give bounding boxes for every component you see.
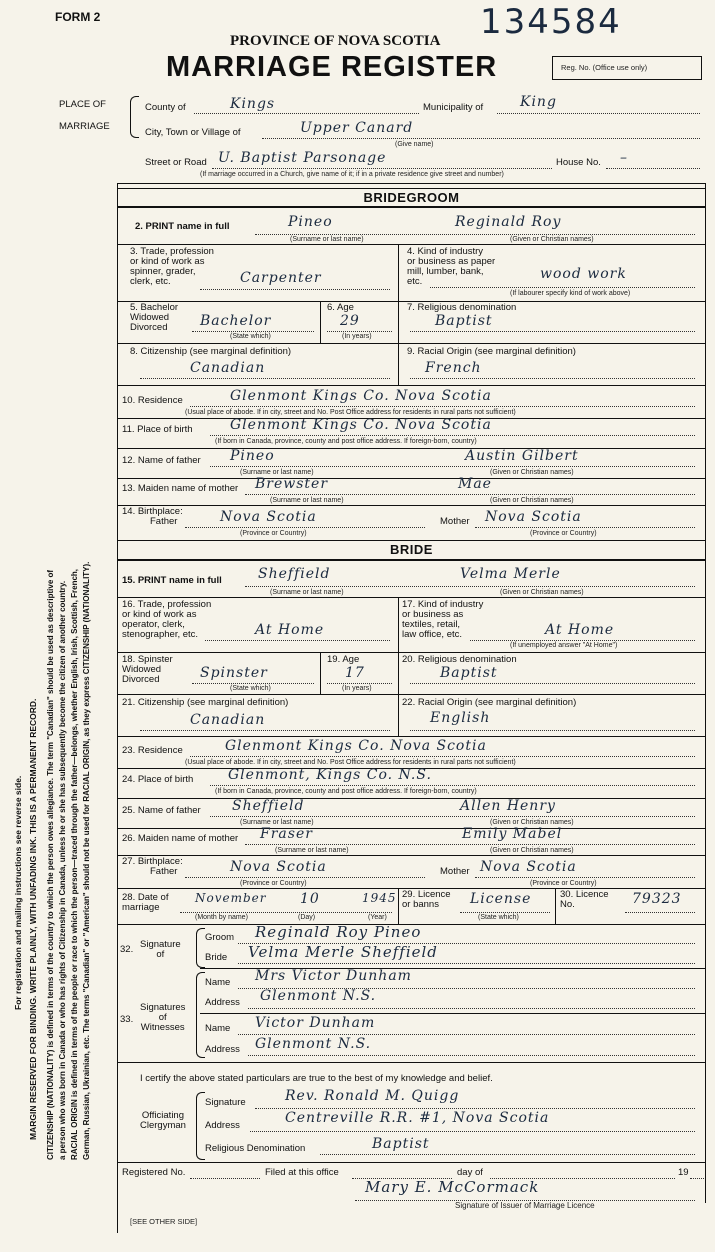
- f16-label: 16. Trade, profession or kind of work as operator, clerk, stenographer, etc.: [122, 599, 212, 640]
- f18-label: 18. Spinster Widowed Divorced: [122, 654, 173, 685]
- w2-address-label: Address: [205, 1044, 240, 1055]
- f6-label: 6. Age: [327, 302, 354, 313]
- bride-father-given: Allen Henry: [460, 798, 556, 814]
- reg-no-box: Reg. No. (Office use only): [552, 56, 702, 80]
- licence-number: 79323: [632, 891, 682, 907]
- birthplace-caption: (If born in Canada, province, county and post office address. If foreign-born, country): [215, 438, 477, 445]
- f33-label: 33.: [120, 1014, 134, 1025]
- county-value: Kings: [230, 96, 276, 112]
- witness2-name: Victor Dunham: [255, 1015, 376, 1031]
- groom-signature: Reginald Roy Pineo: [255, 923, 422, 941]
- residence-caption: (Usual place of abode. If in city, street and No. Post Office address for residents in rural parts not sufficient): [185, 409, 516, 416]
- f25-label: 25. Name of father: [122, 805, 201, 816]
- f14-mother-label: Mother: [440, 516, 470, 527]
- side-citizenship-1: CITIZENSHIP (NATIONALITY) is defined in terms of the country to which the person owes allegiance. The term "Canadian" should be used as descriptive of: [46, 569, 55, 1160]
- bride-citizenship: Canadian: [190, 712, 266, 728]
- clergy-denomination: Baptist: [372, 1136, 430, 1152]
- certify-statement: I certify the above stated particulars are true to the best of my knowledge and belief.: [140, 1073, 493, 1084]
- f2-label: 2. PRINT name in full: [135, 221, 230, 232]
- f12-label: 12. Name of father: [122, 455, 201, 466]
- municipality-label: Municipality of: [423, 102, 484, 113]
- municipality-value: King: [520, 94, 557, 110]
- groom-mother-birthplace: Nova Scotia: [485, 509, 582, 525]
- register-number: 134584: [480, 2, 622, 42]
- bride-heading: BRIDE: [390, 542, 433, 557]
- province-caption: (Province or Country): [240, 530, 307, 537]
- groom-given-names: Reginald Roy: [455, 214, 562, 230]
- licence-or-banns: License: [470, 891, 532, 907]
- witness2-address: Glenmont N.S.: [255, 1036, 372, 1052]
- given-caption: (Given or Christian names): [500, 589, 584, 596]
- bride-racial-origin: English: [430, 710, 491, 726]
- f13-label: 13. Maiden name of mother: [122, 483, 239, 494]
- city-label: City, Town or Village of: [145, 127, 241, 138]
- surname-caption: (Surname or last name): [270, 589, 344, 596]
- clergy-address-label: Address: [205, 1120, 240, 1131]
- street-value: U. Baptist Parsonage: [218, 150, 387, 166]
- bride-industry: At Home: [545, 622, 615, 638]
- f8-label: 8. Citizenship (see marginal definition): [130, 346, 292, 357]
- province-caption: (Province or Country): [240, 880, 307, 887]
- year-prefix-label: 19: [678, 1167, 689, 1178]
- given-caption: (Given or Christian names): [490, 469, 574, 476]
- street-caption: (If marriage occurred in a Church, give name of it; if in a private residence give street and number): [200, 171, 504, 178]
- given-caption: (Given or Christian names): [490, 497, 574, 504]
- given-caption: (Given or Christian names): [490, 819, 574, 826]
- f27-mother-label: Mother: [440, 866, 470, 877]
- bride-religion: Baptist: [440, 665, 498, 681]
- bride-given-names: Velma Merle: [460, 566, 561, 582]
- bride-mother-surname: Fraser: [260, 826, 313, 842]
- place-bracket: [130, 96, 139, 138]
- given-caption: (Given or Christian names): [510, 236, 594, 243]
- clergy-signature: Rev. Ronald M. Quigg: [285, 1088, 460, 1104]
- province-caption: (Province or Country): [530, 530, 597, 537]
- filed-label: Filed at this office: [265, 1167, 339, 1178]
- groom-father-surname: Pineo: [230, 448, 275, 464]
- given-caption: (Given or Christian names): [490, 847, 574, 854]
- clergy-bracket: [196, 1092, 205, 1160]
- f24-label: 24. Place of birth: [122, 774, 194, 785]
- province-heading: PROVINCE OF NOVA SCOTIA: [230, 33, 441, 49]
- groom-occupation: Carpenter: [240, 270, 322, 286]
- f28-label: 28. Date of marriage: [122, 892, 169, 913]
- province-caption: (Province or Country): [530, 880, 597, 887]
- f5-label: 5. Bachelor Widowed Divorced: [130, 302, 179, 333]
- registered-label: Registered No.: [122, 1167, 186, 1178]
- surname-caption: (Surname or last name): [240, 469, 314, 476]
- bride-label: Bride: [205, 952, 228, 963]
- f32-label: 32.: [120, 944, 134, 955]
- bride-signature: Velma Merle Sheffield: [248, 943, 438, 961]
- bride-father-surname: Sheffield: [232, 798, 305, 814]
- groom-citizenship: Canadian: [190, 360, 266, 376]
- surname-caption: (Surname or last name): [240, 819, 314, 826]
- groom-father-birthplace: Nova Scotia: [220, 509, 317, 525]
- f7-label: 7. Religious denomination: [407, 302, 517, 313]
- marriage-year: 1945: [362, 891, 397, 905]
- day-caption: (Day): [298, 914, 316, 921]
- bride-marital-status: Spinster: [200, 665, 268, 681]
- surname-caption: (Surname or last name): [275, 847, 349, 854]
- birthplace-caption: (If born in Canada, province, county and post office address. If foreign-born, country): [215, 788, 477, 795]
- groom-mother-surname: Brewster: [255, 476, 329, 492]
- labourer-caption: (If labourer specify kind of work above): [510, 290, 631, 297]
- bride-residence: Glenmont Kings Co. Nova Scotia: [225, 738, 487, 754]
- year-caption: (Year): [368, 914, 387, 921]
- groom-racial-origin: French: [425, 360, 482, 376]
- bride-surname: Sheffield: [258, 566, 331, 582]
- f17-label: 17. Kind of industry or business as textiles, retail, law office, etc.: [402, 599, 484, 640]
- groom-residence: Glenmont Kings Co. Nova Scotia: [230, 388, 492, 404]
- bridegroom-heading: BRIDEGROOM: [363, 190, 460, 205]
- clergy-address: Centreville R.R. #1, Nova Scotia: [285, 1110, 550, 1126]
- groom-mother-given: Mae: [458, 476, 492, 492]
- give-name-caption: (Give name): [395, 141, 434, 148]
- witness-bracket: [196, 972, 205, 1058]
- bride-mother-given: Emily Mabel: [462, 826, 563, 842]
- side-racial-2: German, Russian, Ukrainian, etc. The terms "Canadian" or "American" should not be used for RACIAL ORIGIN, as they express CITIZENSHIP (NATIONALITY).: [82, 561, 91, 1160]
- house-value: –: [620, 150, 628, 166]
- witnesses-label: Signatures of Witnesses: [140, 1002, 186, 1033]
- denomination-label: Religious Denomination: [205, 1143, 306, 1154]
- in-years-caption: (In years): [342, 685, 372, 692]
- state-which-caption: (State which): [478, 914, 519, 921]
- marriage-label: MARRIAGE: [59, 121, 110, 132]
- side-binding-note: MARGIN RESERVED FOR BINDING. WRITE PLAINLY, WITH UNFADING INK. THIS IS A PERMANENT RECORD.: [28, 698, 38, 1140]
- w1-name-label: Name: [205, 977, 231, 988]
- side-racial-1: RACIAL ORIGIN is defined in terms of the people or race to which the person—traced through the father—belongs, whether English, Irish, Scottish, French,: [70, 568, 79, 1160]
- w2-name-label: Name: [205, 1023, 231, 1034]
- f15-label: 15. PRINT name in full: [122, 575, 222, 586]
- residence-caption: (Usual place of abode. If in city, street and No. Post Office address for residents in rural parts not sufficient): [185, 759, 516, 766]
- see-other-side: [SEE OTHER SIDE]: [130, 1217, 198, 1226]
- state-which-caption: (State which): [230, 333, 271, 340]
- groom-father-given: Austin Gilbert: [465, 448, 579, 464]
- f14-father-label: Father: [150, 516, 178, 527]
- bride-mother-birthplace: Nova Scotia: [480, 859, 577, 875]
- signature-of-label: Signature of: [140, 939, 181, 960]
- groom-marital-status: Bachelor: [200, 313, 272, 329]
- f21-label: 21. Citizenship (see marginal definition): [122, 697, 289, 708]
- street-label: Street or Road: [145, 157, 207, 168]
- county-label: County of: [145, 102, 186, 113]
- f4-label: 4. Kind of industry or business as paper mill, lumber, bank, etc.: [407, 246, 496, 287]
- clergy-signature-label: Signature: [205, 1097, 246, 1108]
- marriage-day: 10: [300, 891, 320, 907]
- city-value: Upper Canard: [300, 120, 414, 136]
- unemployed-caption: (If unemployed answer "At Home"): [510, 642, 618, 649]
- f27-label: 27. Birthplace:: [122, 856, 183, 867]
- side-instructions: For registration and mailing instructions see reverse side.: [13, 775, 23, 1010]
- witness1-name: Mrs Victor Dunham: [255, 968, 412, 984]
- groom-religion: Baptist: [435, 313, 493, 329]
- issuer-signature: Mary E. McCormack: [365, 1178, 540, 1196]
- issuer-caption: Signature of Issuer of Marriage Licence: [455, 1201, 595, 1210]
- f22-label: 22. Racial Origin (see marginal definition): [402, 697, 577, 708]
- f9-label: 9. Racial Origin (see marginal definition): [407, 346, 576, 357]
- groom-birthplace: Glenmont Kings Co. Nova Scotia: [230, 417, 492, 433]
- groom-label: Groom: [205, 932, 235, 943]
- house-label: House No.: [556, 157, 601, 168]
- place-of-label: PLACE OF: [59, 99, 106, 110]
- clergyman-label: Officiating Clergyman: [140, 1110, 186, 1131]
- bride-birthplace: Glenmont, Kings Co. N.S.: [228, 767, 432, 783]
- side-citizenship-2: a person who was born in Canada or who has rights of Citizenship in Canada, unless he or she has subsequently become the citizen of another country.: [58, 580, 67, 1160]
- f20-label: 20. Religious denomination: [402, 654, 517, 665]
- bride-father-birthplace: Nova Scotia: [230, 859, 327, 875]
- f29-label: 29. Licence or banns: [402, 889, 451, 910]
- f10-label: 10. Residence: [122, 395, 183, 406]
- f26-label: 26. Maiden name of mother: [122, 833, 239, 844]
- groom-age: 29: [340, 313, 360, 329]
- groom-industry: wood work: [540, 266, 627, 282]
- bride-age: 17: [345, 665, 365, 681]
- f14-label: 14. Birthplace:: [122, 506, 183, 517]
- signature-bracket: [196, 928, 205, 968]
- bride-occupation: At Home: [255, 622, 325, 638]
- month-caption: (Month by name): [195, 914, 248, 921]
- groom-surname: Pineo: [288, 214, 333, 230]
- f3-label: 3. Trade, profession or kind of work as spinner, grader, clerk, etc.: [130, 246, 214, 287]
- f30-label: 30. Licence No.: [560, 889, 609, 910]
- f11-label: 11. Place of birth: [122, 424, 193, 435]
- w1-address-label: Address: [205, 997, 240, 1008]
- f23-label: 23. Residence: [122, 745, 183, 756]
- f27-father-label: Father: [150, 866, 178, 877]
- surname-caption: (Surname or last name): [270, 497, 344, 504]
- day-of-label: day of: [457, 1167, 483, 1178]
- state-which-caption: (State which): [230, 685, 271, 692]
- f19-label: 19. Age: [327, 654, 360, 665]
- page-title: MARRIAGE REGISTER: [166, 51, 498, 83]
- witness1-address: Glenmont N.S.: [260, 988, 377, 1004]
- in-years-caption: (In years): [342, 333, 372, 340]
- marriage-month: November: [195, 891, 267, 905]
- form-number: FORM 2: [55, 10, 101, 24]
- surname-caption: (Surname or last name): [290, 236, 364, 243]
